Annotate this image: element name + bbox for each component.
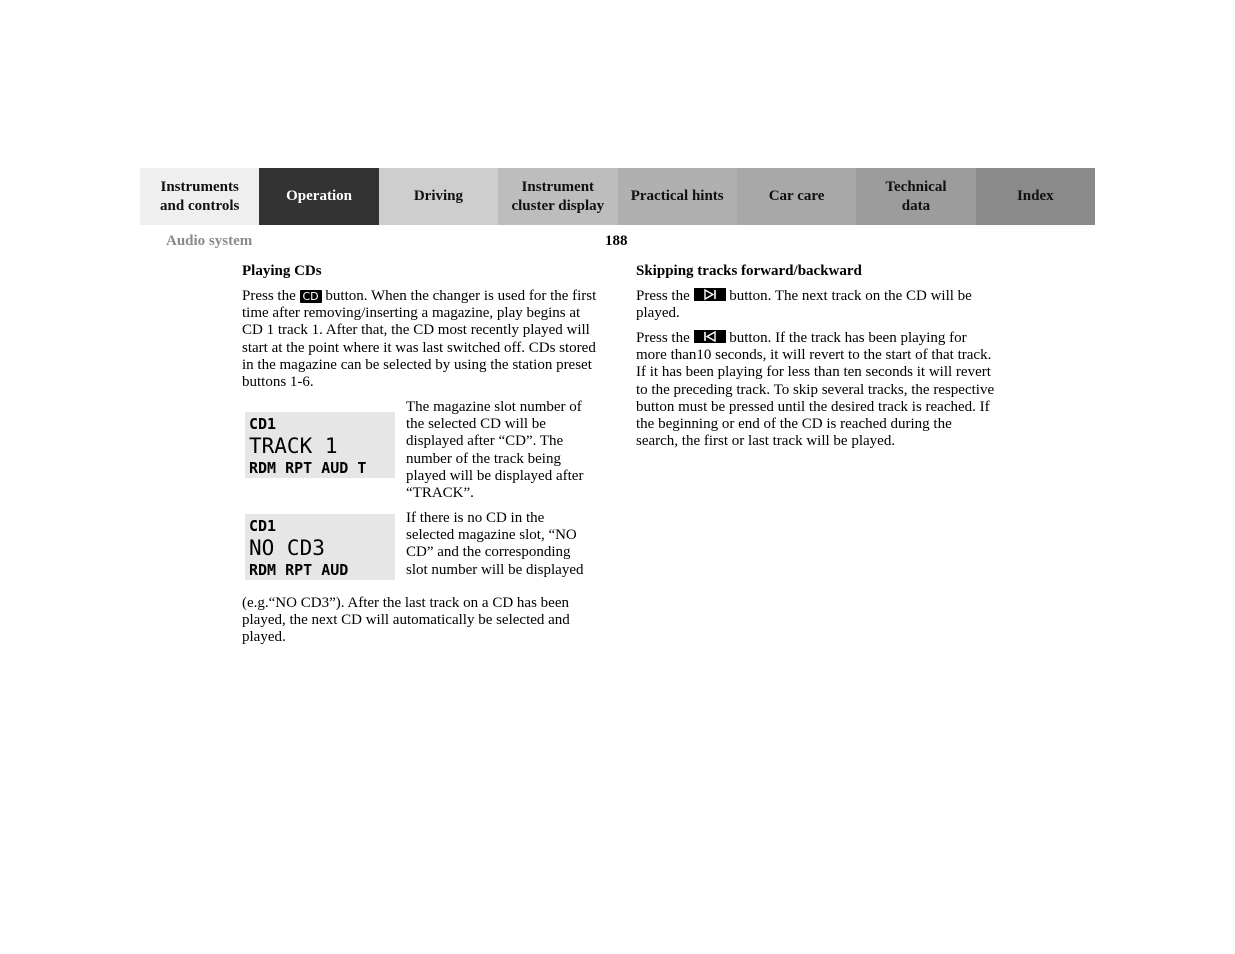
playing-cds-intro: Press the CD button. When the changer is used for the first time after removing/inserting a magazine, play begins at CD 1 track 1. After that, the CD most recently played will start at the point where it was last switched off. CDs stored in the magazine can be selected by using the station preset buttons 1-6. bbox=[242, 288, 597, 391]
cd-button-icon: CD bbox=[300, 290, 322, 303]
skip-forward-icon bbox=[694, 288, 726, 301]
tab-label: Index bbox=[1016, 188, 1054, 204]
lcd-display-no-cd bbox=[245, 514, 395, 580]
tab-label: Technical data bbox=[885, 178, 947, 214]
page-number: 188 bbox=[605, 233, 628, 249]
tab-label: Operation bbox=[286, 188, 352, 204]
display-no-cd-description: If there is no CD in the selected magazine slot, “NO CD” and the corresponding slot number will be displayed bbox=[406, 510, 584, 578]
display-track-description: The magazine slot number of the selected CD will be displayed after “CD”. The number of the track being played will be displayed after “TRACK”. bbox=[406, 399, 584, 502]
lcd-line-2: TRACK 1 bbox=[249, 434, 338, 458]
tab-label: Instrument cluster display bbox=[511, 178, 605, 214]
tab-car-care[interactable] bbox=[737, 168, 856, 225]
lcd-display-track bbox=[245, 412, 395, 478]
lcd-line-2: NO CD3 bbox=[249, 536, 325, 560]
skip-forward-paragraph: Press the button. The next track on the CD will be played. bbox=[636, 288, 972, 322]
tab-label: Instruments and controls bbox=[160, 178, 240, 214]
section-title: Audio system bbox=[166, 233, 253, 249]
heading-skipping-tracks: Skipping tracks forward/backward bbox=[636, 263, 862, 279]
tab-label: Practical hints bbox=[630, 188, 724, 204]
tab-driving[interactable] bbox=[379, 168, 498, 225]
tab-index[interactable] bbox=[976, 168, 1095, 225]
lcd-line-1: CD1 bbox=[249, 517, 277, 535]
tab-instrument-cluster-display[interactable] bbox=[498, 168, 617, 225]
tab-operation[interactable] bbox=[259, 168, 378, 225]
chapter-tabs bbox=[140, 168, 1095, 225]
heading-playing-cds: Playing CDs bbox=[242, 263, 322, 279]
no-cd-continuation: (e.g.“NO CD3”). After the last track on a CD has been played, the next CD will automatically be selected and played. bbox=[242, 595, 570, 646]
tab-instruments-and-controls[interactable] bbox=[140, 168, 259, 225]
tab-practical-hints[interactable] bbox=[618, 168, 737, 225]
lcd-line-3: RDM RPT AUD bbox=[249, 561, 349, 579]
lcd-line-1: CD1 bbox=[249, 415, 277, 433]
skip-backward-icon bbox=[694, 330, 726, 343]
tab-technical-data[interactable] bbox=[856, 168, 975, 225]
tab-label: Driving bbox=[413, 188, 464, 204]
skip-backward-paragraph: Press the button. If the track has been playing for more than10 seconds, it will revert to the start of that track. If it has been playing for less than ten seconds it will revert to the preceding track. To skip several tracks, the respective button must be pressed until the desired track is reached. If the beginning or end of the CD is reached during the search, the first or last track will be played. bbox=[636, 330, 995, 450]
tab-label: Car care bbox=[768, 188, 825, 204]
lcd-line-3: RDM RPT AUD T bbox=[249, 459, 367, 477]
